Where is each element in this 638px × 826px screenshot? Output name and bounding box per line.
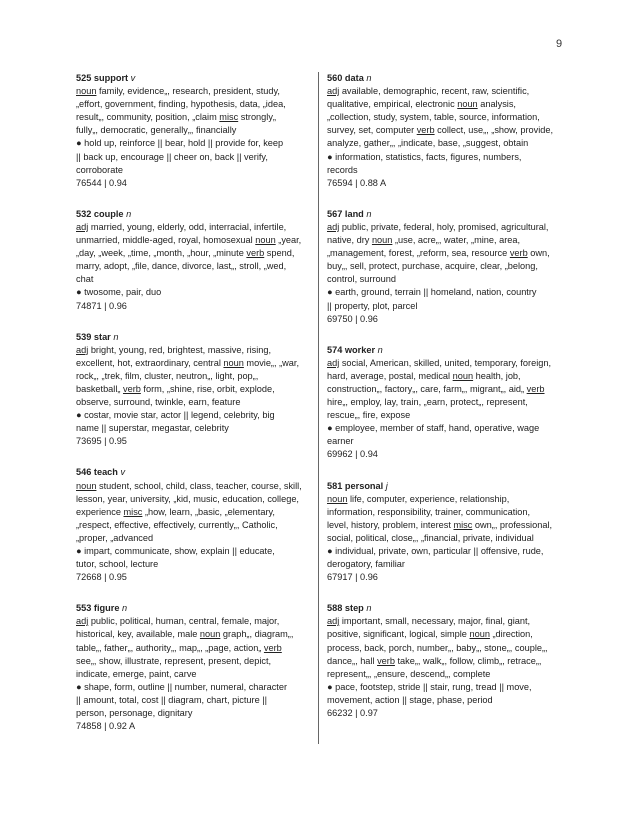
entry-text: ● twosome, pair, duo [76,287,162,298]
entry-line [76,98,326,111]
entry-text: own, [527,248,550,259]
entry-line [76,286,326,299]
entry-line [76,642,326,655]
entry-headword [76,603,119,613]
entry-text: bright, young, red, brightest, massive, rising, [88,344,272,355]
entry-text: see„, show, illustrate, represent, present, depict, [76,655,272,666]
entry-text: hire„, employ, lay, train, „earn, protect„, represent, [327,397,528,408]
dictionary-entry [327,480,579,585]
entry-text: own„, professional, [472,519,553,530]
entry-line [327,370,579,383]
entry-text: chat [76,274,94,285]
entry-text: information, responsibility, trainer, communication, [327,506,531,517]
collocate-category-label: noun [76,480,97,491]
entry-headword [327,481,383,491]
collocate-category-label: noun [327,493,348,504]
entry-text: table„, father„, authority„, map„, „page, action„ [76,642,264,653]
entry-rank: 532 [76,208,92,219]
entry-text: public, private, federal, holy, promised, agricultural, [339,221,549,232]
entry-text: || amount, total, cost || diagram, chart, picture || [76,694,268,705]
entry-headline [76,208,326,221]
entry-line [327,422,579,435]
entry-line [327,247,579,260]
entry-line [327,177,579,190]
entry-line [327,493,579,506]
collocate-category-label: adj [76,616,89,627]
entry-text: movement, action || stage, phase, period [327,694,493,705]
entry-text: ● earth, ground, terrain || homeland, nation, country [327,287,537,298]
entry-word: couple [93,208,124,219]
entry-text: fully„, democratic, generally„, financially [76,125,237,136]
entry-line [327,435,579,448]
entry-headword [76,332,111,342]
entry-headword [327,603,364,613]
entry-line [327,545,579,558]
entry-text: married, young, elderly, odd, interracial, infertile, [88,221,287,232]
entry-line [76,480,326,493]
entry-part-of-speech: j [385,480,388,491]
entry-line [76,370,326,383]
dictionary-entry [327,344,579,462]
entry-text: corroborate [76,164,123,175]
entry-text: control, surround [327,274,396,285]
entry-text: experience [76,506,124,517]
entry-line [327,396,579,409]
entry-line [76,655,326,668]
entry-line [327,694,579,707]
entry-text: marry, adopt, „file, dance, divorce, last„, stroll, „wed, [76,261,287,272]
entry-line [76,545,326,558]
entry-text: ● shape, form, outline || number, numeral, character [76,681,288,692]
entry-text: ● information, statistics, facts, figures, numbers, [327,151,522,162]
entry-line [327,707,579,720]
entry-word: worker [344,344,376,355]
collocate-category-label: noun [371,235,393,246]
entry-part-of-speech: v [120,467,126,478]
entry-text: rock„, „trek, film, cluster, neutron„, light, pop„, [76,370,259,381]
entry-part-of-speech: n [366,208,372,219]
collocate-category-label: adj [327,357,340,368]
collocate-category-label: misc [219,112,239,123]
entry-line [76,628,326,641]
entry-line [76,668,326,681]
collocate-category-label: noun [457,99,478,110]
entry-line [327,519,579,532]
entry-headline [76,72,326,85]
collocate-category-label: misc [123,506,143,517]
entry-text: „use, acre„, water, „mine, area, [392,235,521,246]
entry-line [327,260,579,273]
entry-headline [327,602,579,615]
entry-text: life, computer, experience, relationship, [347,493,510,504]
entry-text: dance„, hall [327,655,378,666]
entry-line [327,506,579,519]
entry-text: ● employee, member of staff, hand, operative, wage [327,423,540,434]
entry-text: records [327,164,358,175]
entry-line [76,221,326,234]
entry-text: 67917 | 0.96 [327,572,378,583]
entry-line [327,234,579,247]
entry-rank: 546 [76,467,92,478]
entry-text: „day, „week, „time, „month, „hour, „minute [76,248,247,259]
entry-text: || back up, encourage || cheer on, back || verify, [76,151,268,162]
collocate-category-label: verb [246,248,265,259]
entry-headline [327,480,579,493]
entry-text: collect, use„, „show, provide, [434,125,554,136]
entry-rank: 539 [76,331,92,342]
entry-text: 73695 | 0.95 [76,436,127,447]
entry-text: 66232 | 0.97 [327,708,378,719]
entry-line [327,221,579,234]
collocate-category-label: adj [76,344,89,355]
entry-part-of-speech: n [122,603,128,614]
entry-text: form, „shine, rise, orbit, explode, [140,383,275,394]
entry-text: positive, significant, logical, simple [327,629,470,640]
entry-text: result„, community, position, „claim [76,112,220,123]
entry-rank: 553 [76,603,92,614]
entry-text: basketball„ [76,383,123,394]
dictionary-entry [76,72,326,190]
entry-line [76,151,326,164]
entry-line [76,720,326,733]
entry-headline [327,208,579,221]
entry-headline [327,72,579,85]
entry-line [76,558,326,571]
entry-line [76,506,326,519]
entry-line [327,532,579,545]
entry-line [76,681,326,694]
dictionary-entry [327,72,579,190]
entry-line [76,137,326,150]
entry-word: figure [93,603,120,614]
entry-text: process, back, porch, number„, baby„, stone„, couple„, [327,642,548,653]
entry-text: || property, plot, parcel [327,300,418,311]
collocate-category-label: verb [377,655,395,666]
entry-text: buy„, sell, protect, purchase, acquire, clear, „belong, [327,261,538,272]
entry-text: „direction, [489,629,533,640]
entry-text: 76544 | 0.94 [76,177,127,188]
entry-line [327,313,579,326]
entry-line [327,273,579,286]
entry-rank: 588 [327,603,343,614]
entry-line [327,300,579,313]
entry-text: earner [327,436,354,447]
collocate-category-label: adj [327,221,340,232]
collocate-category-label: misc [453,519,473,530]
entry-line [76,383,326,396]
entry-text: family, evidence„, research, president, study, [96,86,280,97]
right-column [327,72,579,738]
entry-line [327,409,579,422]
entry-text: ● costar, movie star, actor || legend, celebrity, big [76,410,275,421]
entry-text: hard, average, postal, medical [327,370,453,381]
entry-text: „management, forest, „reform, sea, resource [327,248,510,259]
entry-text: available, demographic, recent, raw, scientific, [339,86,530,97]
entry-text: name || superstar, megastar, celebrity [76,423,229,434]
collocate-category-label: noun [199,629,221,640]
entry-text: 74871 | 0.96 [76,300,127,311]
entry-text: analyze, gather„, „indicate, base, „suggest, obtain [327,138,529,149]
entry-text: ● impart, communicate, show, explain || educate, [76,546,275,556]
entry-text: lesson, year, university, „kid, music, education, college, [76,493,299,504]
left-column [76,72,326,751]
entry-text: represent„, „ensure, descend„, complete [327,668,491,679]
entry-text: student, school, child, class, teacher, course, skill, [96,480,302,491]
entry-line [327,558,579,571]
entry-part-of-speech: n [366,603,372,614]
entry-text: ● individual, private, own, particular || offensive, rude, [327,546,544,556]
entry-text: strongly„ [238,112,276,123]
entry-line [327,681,579,694]
entry-line [76,493,326,506]
entry-text: health, job, [473,370,521,381]
entry-line [76,707,326,720]
entry-line [327,124,579,137]
entry-rank: 525 [76,73,92,83]
entry-text: 69750 | 0.96 [327,313,378,324]
entry-text: native, dry [327,235,372,246]
entry-rank: 574 [327,344,343,355]
entry-text: excellent, hot, extraordinary, central [76,357,224,368]
entry-text: movie„, „war, [243,357,300,368]
entry-text: unmarried, middle-aged, royal, homosexual [76,235,256,246]
collocate-category-label: noun [223,357,244,368]
entry-text: 72668 | 0.95 [76,572,127,583]
entry-line [327,151,579,164]
entry-part-of-speech: n [126,208,132,219]
entry-headword [327,73,364,83]
entry-text: „collection, study, system, table, source, information, [327,112,540,123]
collocate-category-label: adj [76,221,89,232]
entry-text: take„, walk„, follow, climb„, retrace„, [394,655,542,666]
entry-word: personal [344,480,384,491]
entry-line [327,668,579,681]
entry-line [76,111,326,124]
collocate-category-label: verb [526,383,545,394]
entry-line [327,642,579,655]
collocate-category-label: noun [452,370,474,381]
entry-text: „respect, effective, effectively, currently„, Catholic, [76,519,278,530]
entry-line [327,286,579,299]
collocate-category-label: verb [122,383,141,394]
dictionary-entry [76,602,326,733]
entry-line [76,234,326,247]
entry-text: „effort, government, finding, hypothesis, data, „idea, [76,99,286,110]
collocate-category-label: noun [76,86,97,97]
entry-line [76,532,326,545]
entry-text: analysis, [477,99,516,110]
entry-word: star [93,331,111,342]
entry-headword [76,209,124,219]
entry-line [327,137,579,150]
entry-headline [76,466,326,479]
entry-text: public, political, human, central, female, major, [88,616,280,627]
entry-text: 76594 | 0.88 A [327,177,387,188]
entry-rank: 560 [327,73,343,83]
entry-word: data [344,73,364,83]
entry-text: indicate, emerge, paint, carve [76,668,197,679]
entry-line [76,164,326,177]
entry-line [76,519,326,532]
entry-text: ● hold up, reinforce || bear, hold || provide for, keep [76,138,284,149]
collocate-category-label: noun [469,629,490,640]
entry-line [76,409,326,422]
entry-text: survey, set, computer [327,125,417,136]
entry-line [76,260,326,273]
entry-line [76,85,326,98]
column-divider [318,72,319,744]
collocate-category-label: verb [509,248,528,259]
entry-text: level, history, problem, interest [327,519,454,530]
entry-text: construction„, factory„, care, farm„, migrant„, aid„ [327,383,527,394]
entry-headword [327,209,364,219]
entry-text: social, political, close„, „financial, private, individual [327,532,534,543]
entry-part-of-speech: n [377,344,383,355]
entry-line [76,422,326,435]
entry-text: graph„, diagram„, [220,629,294,640]
entry-text: rescue„, fire, expose [327,410,411,421]
entry-word: teach [93,467,118,478]
entry-line [327,164,579,177]
entry-line [327,357,579,370]
entry-line [327,615,579,628]
entry-line [76,357,326,370]
dictionary-entry [76,466,326,584]
entry-line [76,247,326,260]
entry-line [76,571,326,584]
entry-headline [76,602,326,615]
entry-part-of-speech: v [130,73,136,83]
entry-word: step [344,603,364,614]
entry-line [76,694,326,707]
entry-headword [76,73,128,83]
entry-text: 74858 | 0.92 A [76,721,136,732]
entry-headword [76,467,118,477]
entry-part-of-speech: n [366,73,372,83]
entry-text: tutor, school, lecture [76,559,159,570]
entry-text: qualitative, empirical, electronic [327,99,458,110]
entry-line [76,124,326,137]
collocate-category-label: verb [416,125,435,136]
entry-line [76,177,326,190]
entry-part-of-speech: n [113,331,119,342]
entry-headword [327,345,375,355]
entry-text: observe, surround, twinkle, earn, feature [76,397,241,408]
entry-line [76,396,326,409]
collocate-category-label: noun [255,235,276,246]
dictionary-entry [76,208,326,313]
entry-line [76,435,326,448]
entry-headline [76,331,326,344]
entry-text: person, personage, dignitary [76,708,193,719]
entry-line [76,273,326,286]
page-number: 9 [556,38,563,50]
entry-text: historical, key, available, male [76,629,200,640]
entry-headline [327,344,579,357]
entry-text: ● pace, footstep, stride || stair, rung, tread || move, [327,681,532,692]
entry-word: land [344,208,364,219]
entry-line [327,98,579,111]
entry-text: social, American, skilled, united, temporary, foreign, [339,357,552,368]
entry-line [76,344,326,357]
entry-line [76,300,326,313]
entry-line [327,85,579,98]
entry-word: support [93,73,129,83]
collocate-category-label: adj [327,616,340,627]
entry-line [327,111,579,124]
entry-rank: 581 [327,480,343,491]
entry-line [327,383,579,396]
collocate-category-label: verb [263,642,282,653]
dictionary-entry [327,602,579,720]
entry-rank: 567 [327,208,343,219]
entry-text: 69962 | 0.94 [327,449,378,460]
entry-text: important, small, necessary, major, final, giant, [339,616,531,627]
entry-text: „year, [275,235,302,246]
entry-text: derogatory, familiar [327,559,405,570]
entry-line [327,571,579,584]
entry-line [327,655,579,668]
dictionary-entry [76,331,326,449]
dictionary-entry [327,208,579,326]
collocate-category-label: adj [327,86,340,97]
entry-text: spend, [264,248,295,259]
entry-text: „how, learn, „basic, „elementary, [142,506,275,517]
entry-line [76,615,326,628]
entry-line [327,628,579,641]
entry-line [327,448,579,461]
entry-text: „proper, „advanced [76,532,154,543]
